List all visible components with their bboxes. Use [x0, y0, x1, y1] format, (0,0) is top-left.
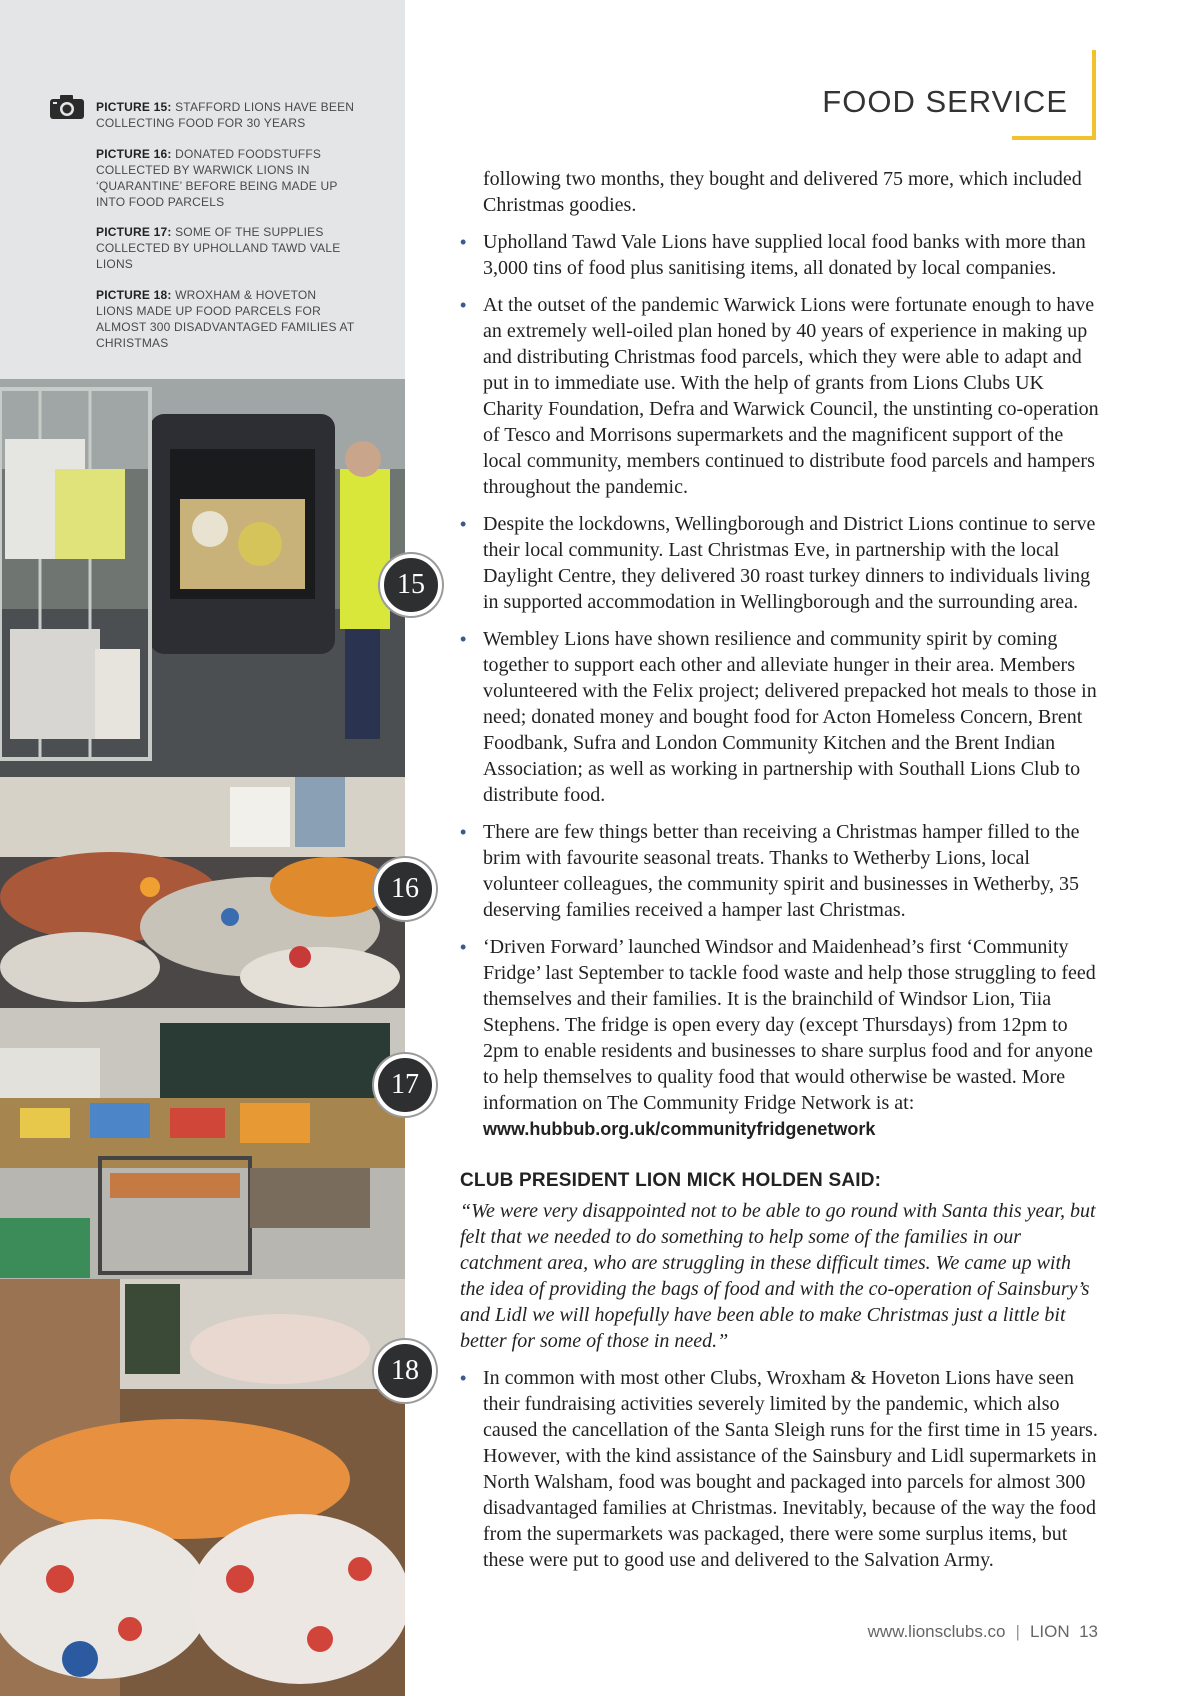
windsor-text: ‘Driven Forward’ launched Windsor and Maidenhead’s first ‘Community Fridge’ last September to tackle food waste and help those struggling to feed themselves and their families. It is the brainchild of Windsor Lion, Tiia Stephens. The fridge is open every day (except Thursdays) from 12pm to 2pm to enable residents and businesses to share surplus food and for anyone to help themselves to quality food that would otherwise be wasted. More information on The Community Fridge Network is at:: [483, 936, 1096, 1114]
bullet-wroxham: • In common with most other Clubs, Wroxham & Hoveton Lions have seen their fundraising activities severely limited by the pandemic, which also caused the cancellation of the Santa Sleigh runs for the first time in 15 years. However, with the kind assistance of the Sainsbury and Lidl supermarkets in North Walsham, food was bought and packaged into parcels for almost 300 disadvantaged families at Christmas. Inevitably, because of the way the food from the supermarkets was packaged, there were some surplus items, but these were put to good use and delivered to the Salvation Army.: [460, 1365, 1100, 1573]
bullet-list: [460, 229, 1100, 1142]
photo-18: [0, 1279, 405, 1696]
caption-picture-16: PICTURE 16: DONATED FOODSTUFFS COLLECTED BY WARWICK LIONS IN ‘QUARANTINE’ BEFORE BEING MADE UP INTO FOOD PARCELS: [96, 147, 338, 209]
photo-badge-15: 15: [380, 554, 442, 616]
photo-15: [0, 379, 405, 777]
community-fridge-link[interactable]: www.hubbub.org.uk/communityfridgenetwork: [483, 1119, 876, 1139]
bullet-windsor: [460, 934, 1100, 1142]
bullet-warwick: • At the outset of the pandemic Warwick Lions were fortunate enough to have an extremely well-oiled plan honed by 40 years of experience in making up and distributing Christmas food parcels, which they were able to adapt and put in to immediate use. With the help of grants from Lions Clubs UK Charity Foundation, Defra and Warwick Council, the unstinting co-operation of Tesco and Morrisons supermarkets and the magnificent support of the local community, members continued to distribute food parcels and hampers throughout the pandemic.: [460, 292, 1100, 500]
footer-divider: |: [1015, 1622, 1020, 1641]
caption-picture-15: PICTURE 15: STAFFORD LIONS HAVE BEEN COLLECTING FOOD FOR 30 YEARS: [96, 100, 355, 130]
camera-icon: [49, 94, 85, 120]
page-footer: [868, 1622, 1098, 1642]
intro-paragraph: following two months, they bought and delivered 75 more, which included Christmas goodies.: [483, 168, 1082, 216]
left-column: [0, 0, 425, 1696]
footer-magazine: LION: [1029, 1622, 1070, 1641]
photo-badge-17: 17: [374, 1054, 436, 1116]
bullet-wetherby: • There are few things better than receiving a Christmas hamper filled to the brim with favourite seasonal treats. Thanks to Wetherby Lions, local volunteer colleagues, the community spirit and businesses in Wetherby, 35 deserving families received a hamper last Christmas.: [460, 819, 1100, 923]
caption-picture-17: PICTURE 17: SOME OF THE SUPPLIES COLLECTED BY UPHOLLAND TAWD VALE LIONS: [96, 225, 341, 271]
quote-subheading: CLUB PRESIDENT LION MICK HOLDEN SAID:: [460, 1170, 882, 1191]
bullet-upholland: • Upholland Tawd Vale Lions have supplied local food banks with more than 3,000 tins of food plus sanitising items, all donated by local companies.: [460, 229, 1100, 281]
caption-panel: [0, 0, 405, 379]
photo-17: [0, 1008, 405, 1279]
photo-badge-18: 18: [374, 1340, 436, 1402]
article-body: [460, 166, 1100, 1584]
section-title: FOOD SERVICE: [822, 84, 1068, 119]
caption-picture-18: PICTURE 18: WROXHAM & HOVETON LIONS MADE UP FOOD PARCELS FOR ALMOST 300 DISADVANTAGED FAMILIES AT CHRISTMAS: [96, 288, 355, 350]
bullet-wembley: • Wembley Lions have shown resilience and community spirit by coming together to support each other and alleviate hunger in their area. Members volunteered with the Felix project; delivered prepacked hot meals to those in need; donated money and bought food for Acton Homeless Concern, Brent Foodbank, Sufra and London Community Kitchen and the Brent Indian Association; as well as working in partnership with Southall Lions Club to distribute food.: [460, 626, 1100, 808]
footer-page-number: 13: [1079, 1622, 1098, 1641]
president-quote: “We were very disappointed not to be able to go round with Santa this year, but felt that we needed to do something to help some of the families in our catchment area, who are struggling in these difficult times. We came up with the idea of providing the bags of food and with the co-operation of Sainsbury’s and Lidl we will hopefully have been able to make Christmas just a little bit better for some of those in need.”: [460, 1200, 1096, 1352]
bullet-list-final: [460, 1365, 1100, 1573]
footer-website[interactable]: www.lionsclubs.co: [867, 1622, 1006, 1641]
photo-badge-16: 16: [374, 858, 436, 920]
photo-16: [0, 777, 405, 1008]
bullet-wellingborough: • Despite the lockdowns, Wellingborough and District Lions continue to serve their local community. Last Christmas Eve, in partnership with the local Daylight Centre, they delivered 30 roast turkey dinners to individuals living in supported accommodation in Wellingborough and the surrounding area.: [460, 511, 1100, 615]
accent-bracket: [1012, 50, 1096, 140]
